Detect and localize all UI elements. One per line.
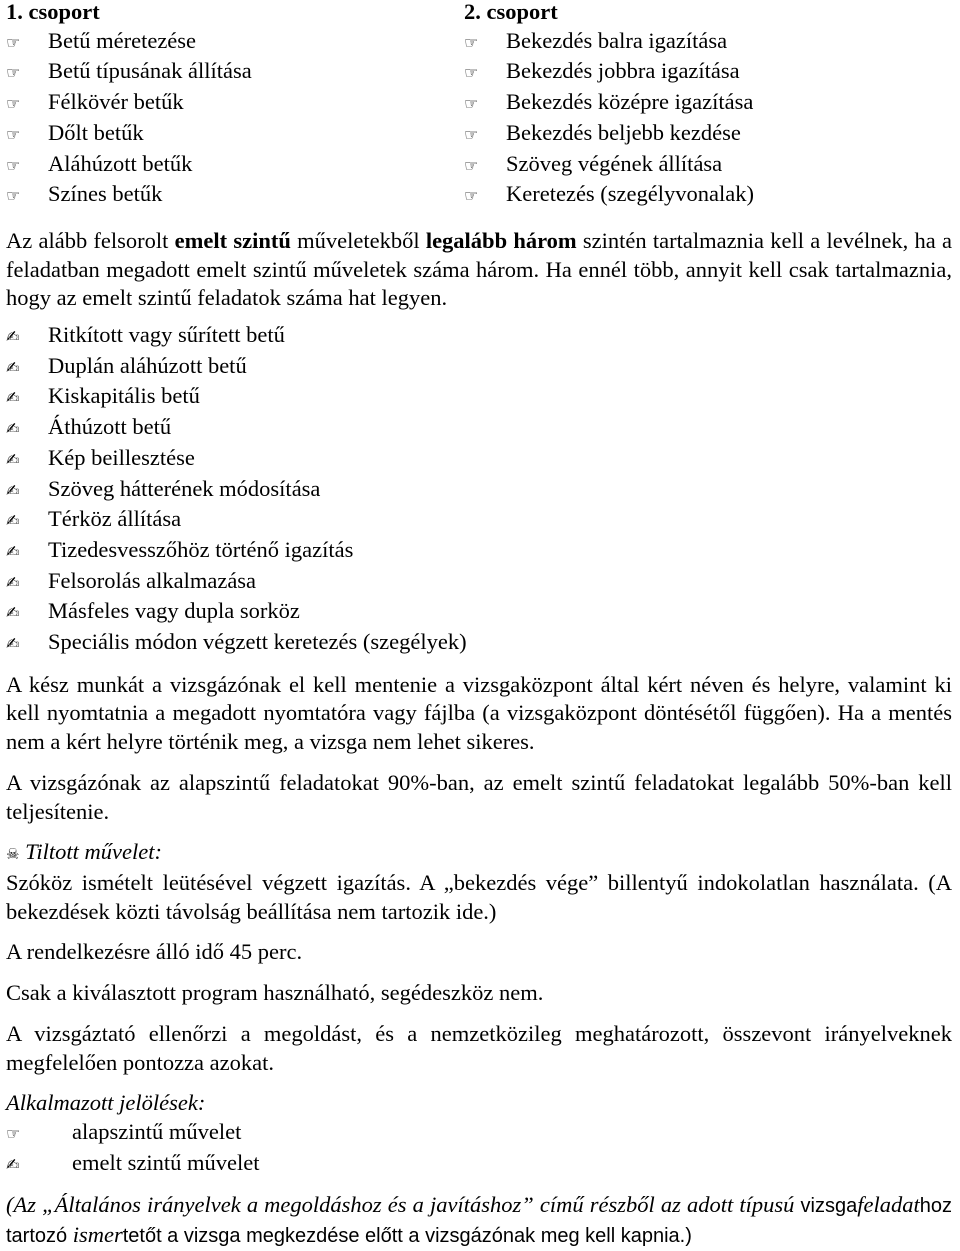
advanced-item: Kiskapitális betű	[48, 383, 200, 409]
pointing-hand-icon: ☞	[464, 124, 479, 144]
time-paragraph: A rendelkezésre álló idő 45 perc.	[6, 939, 303, 965]
list-item	[6, 413, 952, 444]
intro-text: Az alább felsorolt	[6, 227, 175, 253]
list-item	[6, 88, 464, 119]
group-2-item: Bekezdés középre igazítása	[506, 89, 754, 115]
advanced-item: Térköz állítása	[48, 506, 182, 532]
advanced-item: Tizedesvesszőhöz történő igazítás	[48, 536, 354, 562]
intro-text: szintén tartalmaznia kell a levélnek, ha a feladatban megadott emelt szintű műveletek száma három. Ha ennél több, annyit kell csak tartalmaznia, hogy az emelt szintű feladatok száma hat legyen.	[6, 227, 952, 311]
operation-groups	[6, 0, 952, 211]
list-item	[464, 150, 754, 181]
pointing-hand-icon: ☞	[464, 94, 479, 114]
group-1-item: Betű típusának állítása	[48, 58, 252, 84]
list-item	[464, 119, 754, 150]
grading-paragraph: A vizsgáztató ellenőrzi a megoldást, és a nemzetközileg meghatározott, összevont irányelveknek megfelelően pontozza azokat.	[6, 1020, 952, 1075]
list-item	[464, 180, 754, 211]
group-2-item: Szöveg végének állítása	[506, 150, 723, 176]
tools-paragraph: Csak a kiválasztott program használható, segédeszköz nem.	[6, 980, 544, 1006]
group-2	[464, 0, 754, 211]
list-item	[6, 597, 952, 628]
footnote-text: feladat	[857, 1192, 920, 1218]
group-2-item: Bekezdés jobbra igazítása	[506, 58, 740, 84]
footnote-text: ismer	[72, 1222, 123, 1248]
advanced-item: Szöveg hátterének módosítása	[48, 475, 321, 501]
intro-bold-text: legalább három	[425, 227, 577, 253]
group-2-item: Bekezdés beljebb kezdése	[506, 119, 741, 145]
intro-bold-text: emelt szintű	[174, 227, 291, 253]
list-item	[6, 536, 952, 567]
group-1-item: Félkövér betűk	[48, 89, 184, 115]
forbidden-title: Tiltott művelet:	[25, 839, 162, 865]
writing-hand-icon: ✍	[6, 388, 20, 408]
list-item	[464, 27, 754, 58]
pointing-hand-icon: ☞	[6, 63, 21, 83]
legend-title: Alkalmazott jelölések:	[6, 1090, 206, 1116]
intro-paragraph	[6, 227, 952, 313]
list-item	[6, 567, 952, 598]
list-item	[6, 27, 464, 58]
list-item	[6, 475, 952, 506]
group-1	[6, 0, 464, 211]
footnote	[6, 1191, 952, 1250]
list-item	[464, 57, 754, 88]
pointing-hand-icon: ☞	[464, 63, 479, 83]
pointing-hand-icon: ☞	[6, 94, 21, 114]
group-2-title: 2. csoport	[464, 0, 558, 24]
list-item	[6, 505, 952, 536]
footnote-text: tetőt a vizsga megkezdése előtt a vizsgázónak meg kell kapnia.)	[122, 1225, 692, 1248]
advanced-item: Speciális módon végzett keretezés (szegélyek)	[48, 629, 467, 655]
list-item	[464, 88, 754, 119]
writing-hand-icon: ✍	[6, 634, 20, 654]
writing-hand-icon: ✍	[6, 480, 20, 500]
writing-hand-icon: ✍	[6, 327, 20, 347]
skull-crossbones-icon: ☠	[6, 845, 20, 864]
writing-hand-icon: ✍	[6, 357, 20, 377]
group-1-item: Dőlt betűk	[48, 119, 144, 145]
writing-hand-icon: ✍	[6, 572, 20, 592]
group-1-item: Aláhúzott betűk	[48, 150, 193, 176]
list-item	[6, 628, 952, 659]
forbidden-paragraph: Szóköz ismételt leütésével végzett igazítás. A „bekezdés vége” billentyű indokolatlan használata. (A bekezdések közti távolság beállítása nem tartozik ide.)	[6, 869, 952, 924]
list-item	[6, 382, 952, 413]
list-item	[6, 150, 464, 181]
group-1-title: 1. csoport	[6, 0, 100, 24]
pointing-hand-icon: ☞	[6, 155, 21, 175]
writing-hand-icon: ✍	[6, 541, 20, 561]
pointing-hand-icon: ☞	[6, 32, 21, 52]
footnote-text: vizsga	[800, 1195, 858, 1218]
writing-hand-icon: ✍	[6, 603, 20, 623]
writing-hand-icon: ✍	[6, 449, 20, 469]
advanced-item: Áthúzott betű	[48, 414, 172, 440]
list-item	[6, 119, 464, 150]
footnote-text: (Az „Általános irányelvek a megoldáshoz és a javításhoz” című részből az adott típusú	[6, 1192, 801, 1218]
writing-hand-icon: ✍	[6, 1154, 20, 1174]
list-item	[6, 180, 464, 211]
pointing-hand-icon: ☞	[464, 155, 479, 175]
forbidden-heading	[6, 838, 952, 869]
legend	[6, 1118, 952, 1179]
list-item	[6, 321, 952, 352]
group-2-item: Keretezés (szegélyvonalak)	[506, 181, 754, 207]
advanced-item: Másfeles vagy dupla sorköz	[48, 598, 300, 624]
legend-basic-label: alapszintű művelet	[72, 1118, 242, 1144]
percent-paragraph: A vizsgázónak az alapszintű feladatokat 90%-ban, az emelt szintű feladatokat legalább 50%-ban kell teljesítenie.	[6, 769, 952, 824]
pointing-hand-icon: ☞	[6, 1123, 21, 1143]
advanced-operations-list	[6, 321, 952, 659]
pointing-hand-icon: ☞	[464, 32, 479, 52]
writing-hand-icon: ✍	[6, 511, 20, 531]
footnote-text: hoz tartozó	[6, 1195, 952, 1248]
pointing-hand-icon: ☞	[6, 124, 21, 144]
advanced-item: Kép beillesztése	[48, 444, 195, 470]
group-2-item: Bekezdés balra igazítása	[506, 27, 728, 53]
group-1-item: Betű méretezése	[48, 27, 197, 53]
advanced-item: Felsorolás alkalmazása	[48, 567, 257, 593]
list-item	[6, 352, 952, 383]
save-paragraph: A kész munkát a vizsgázónak el kell mentenie a vizsgaközpont által kért néven és helyre, valamint ki kell nyomtatnia a megadott nyomtatóra vagy fájlba (a vizsgaközpont döntésétől függően). Ha a mentés nem a kért helyre történik meg, a vizsga nem lehet sikeres.	[6, 671, 952, 755]
legend-item-advanced	[6, 1149, 952, 1180]
list-item	[6, 57, 464, 88]
intro-text: műveletekből	[290, 227, 426, 253]
group-1-item: Színes betűk	[48, 181, 163, 207]
pointing-hand-icon: ☞	[6, 186, 21, 206]
advanced-item: Duplán aláhúzott betű	[48, 352, 247, 378]
legend-item-basic	[6, 1118, 952, 1149]
writing-hand-icon: ✍	[6, 419, 20, 439]
advanced-item: Ritkított vagy sűrített betű	[48, 322, 285, 348]
pointing-hand-icon: ☞	[464, 186, 479, 206]
list-item	[6, 444, 952, 475]
legend-advanced-label: emelt szintű művelet	[72, 1149, 260, 1175]
